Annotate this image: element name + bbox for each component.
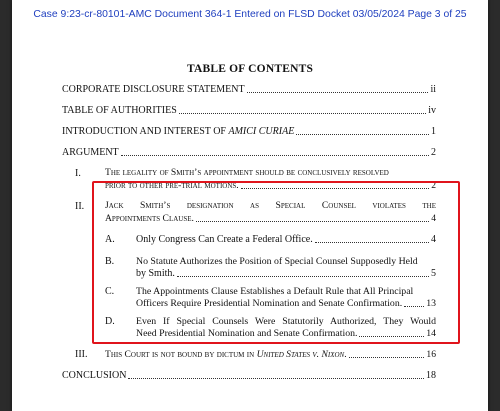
toc-entry-C-line1[interactable]: The Appointments Clause Establishes a Default Rule that All Principal (136, 286, 414, 297)
toc-entry-text: CORPORATE DISCLOSURE STATEMENT (62, 84, 245, 95)
toc-page-number: 5 (431, 268, 436, 279)
toc-page-number: 13 (426, 298, 436, 309)
leader-dots (296, 134, 429, 135)
toc-page-number: 14 (426, 328, 436, 339)
toc-entry-D[interactable] (136, 328, 436, 340)
toc-entry-text: CONCLUSION (62, 370, 127, 381)
toc-entry-conclusion[interactable] (62, 370, 436, 382)
toc-numeral: III. (75, 349, 88, 360)
leader-dots (177, 276, 429, 277)
leader-dots (247, 92, 429, 93)
toc-letter: A. (105, 234, 115, 245)
toc-page-number: 16 (426, 349, 436, 360)
toc-entry-B[interactable] (136, 268, 436, 280)
toc-entry-III[interactable] (105, 349, 436, 361)
toc-entry-table-of-authorities[interactable] (62, 105, 436, 117)
toc-entry-text: prior to other pre-trial motions. (105, 180, 239, 191)
document-page (12, 0, 488, 411)
leader-dots (196, 221, 429, 222)
toc-entry-argument[interactable] (62, 147, 436, 159)
toc-entry-text: ARGUMENT (62, 147, 119, 158)
leader-dots (121, 155, 429, 156)
toc-numeral: I. (75, 168, 81, 179)
toc-entry-D-line1[interactable]: Even If Special Counsels Were Statutorily Authorized, They Would (136, 316, 436, 327)
toc-entry-C[interactable] (136, 298, 436, 310)
leader-dots (179, 113, 426, 114)
leader-dots (128, 378, 424, 379)
toc-entry-II[interactable] (105, 213, 436, 225)
toc-entry-introduction[interactable] (62, 126, 436, 138)
leader-dots (315, 242, 429, 243)
leader-dots (359, 336, 424, 337)
toc-page-number: 2 (431, 180, 436, 191)
toc-entry-I-line1[interactable]: The legality of Smith’s appointment should be conclusively resolved (105, 167, 389, 178)
toc-entry-text: This Court is not bound by dictum in United States v. Nixon. (105, 349, 347, 360)
toc-page-number: 18 (426, 370, 436, 381)
toc-page-number: 1 (431, 126, 436, 137)
toc-page-number: 2 (431, 147, 436, 158)
toc-page-number: ii (430, 84, 436, 95)
toc-letter: C. (105, 286, 115, 297)
toc-entry-text: TABLE OF AUTHORITIES (62, 105, 177, 116)
leader-dots (404, 306, 424, 307)
toc-numeral: II. (75, 201, 85, 212)
toc-entry-text: Only Congress Can Create a Federal Office. (136, 234, 313, 245)
toc-entry-text: INTRODUCTION AND INTEREST OF AMICI CURIAE (62, 126, 295, 137)
toc-entry-text: by Smith. (136, 268, 175, 279)
docket-header: Case 9:23-cr-80101-AMC Document 364-1 Entered on FLSD Docket 03/05/2024 Page 3 of 25 (33, 9, 467, 20)
toc-entry-B-line1[interactable]: No Statute Authorizes the Position of Special Counsel Supposedly Held (136, 256, 418, 267)
toc-entry-text: Appointments Clause. (105, 213, 194, 224)
toc-entry-A[interactable] (136, 234, 436, 246)
toc-entry-corporate-disclosure[interactable] (62, 84, 436, 96)
toc-letter: B. (105, 256, 115, 267)
toc-title: TABLE OF CONTENTS (186, 63, 314, 75)
leader-dots (349, 357, 425, 358)
toc-entry-II-line1[interactable]: Jack Smith’s designation as Special Counsel violates the (105, 200, 436, 211)
toc-page-number: 4 (431, 213, 436, 224)
toc-page-number: 4 (431, 234, 436, 245)
toc-letter: D. (105, 316, 115, 327)
toc-page-number: iv (428, 105, 436, 116)
toc-entry-text: Officers Require Presidential Nomination and Senate Confirmation. (136, 298, 403, 309)
toc-entry-text: Need Presidential Nomination and Senate Confirmation. (136, 328, 358, 339)
